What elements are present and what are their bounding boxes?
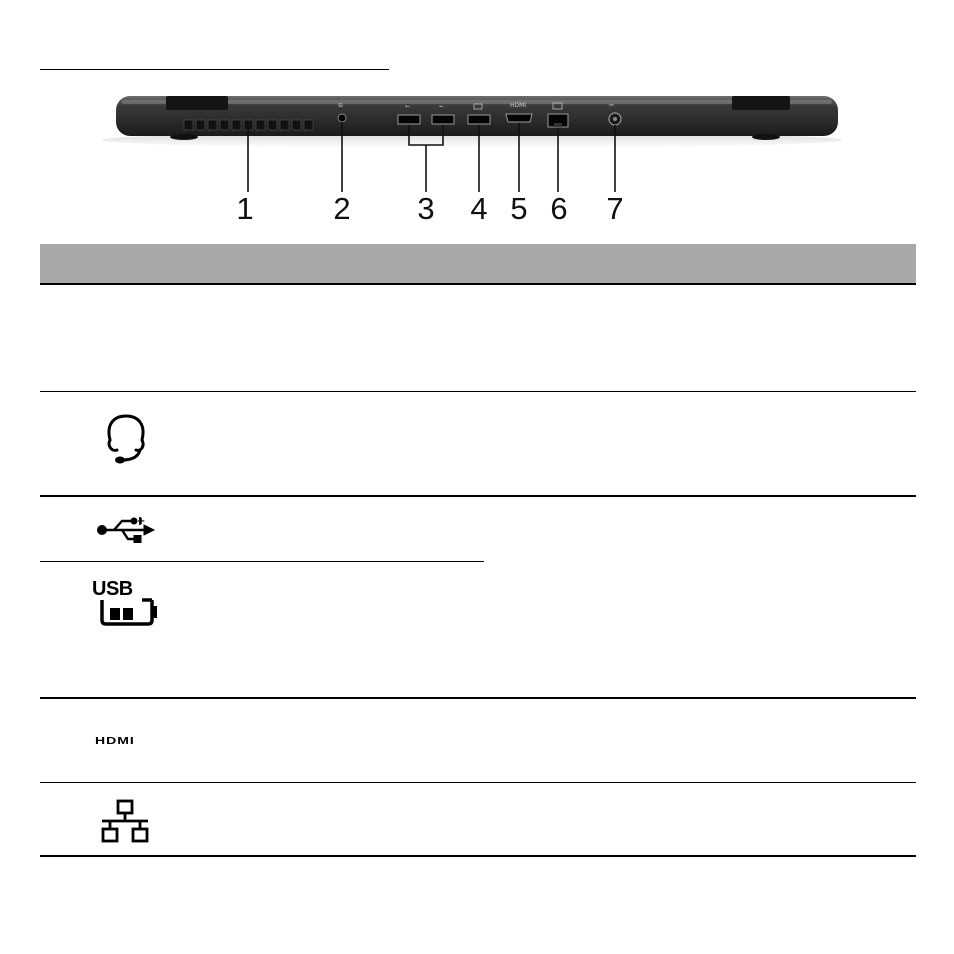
hdmi-icon xyxy=(95,731,159,749)
svg-text:⭠: ⭠ xyxy=(439,103,444,110)
callout-4: 4 xyxy=(470,191,488,226)
usb-port-1 xyxy=(398,115,420,124)
usb-charge-icon-label: USB xyxy=(92,578,133,600)
usb-charge-port xyxy=(468,115,490,124)
left-hinge xyxy=(166,96,228,110)
table-bottom-rule xyxy=(40,855,916,857)
hdmi-icon-label: HDMI xyxy=(95,734,135,746)
headset-icon xyxy=(100,410,156,466)
row-divider-1 xyxy=(40,391,916,392)
svg-text:HDMI: HDMI xyxy=(510,102,527,109)
table-header xyxy=(40,244,916,285)
callout-6: 6 xyxy=(550,191,568,226)
svg-text:ɷ: ɷ xyxy=(338,101,344,109)
usb-charge-icon xyxy=(92,578,164,628)
network-icon xyxy=(98,799,154,845)
svg-text:⎓: ⎓ xyxy=(609,102,614,109)
usb-icon xyxy=(96,515,158,547)
callout-1: 1 xyxy=(236,191,254,226)
svg-text:+: + xyxy=(137,516,146,527)
usb-port-2 xyxy=(432,115,454,124)
headset-jack xyxy=(338,114,346,122)
section-top-rule xyxy=(40,69,389,70)
row-divider-3 xyxy=(40,697,916,699)
row-divider-2b xyxy=(40,561,484,562)
hdmi-port xyxy=(506,114,532,122)
callout-7: 7 xyxy=(606,191,624,226)
laptop-rear-view-illustration xyxy=(100,88,845,203)
callout-3: 3 xyxy=(417,191,435,226)
svg-text:⭠: ⭠ xyxy=(405,103,410,110)
callout-5: 5 xyxy=(510,191,528,226)
callout-2: 2 xyxy=(333,191,351,226)
row-divider-2 xyxy=(40,495,916,497)
row-divider-4 xyxy=(40,782,916,783)
right-hinge xyxy=(732,96,790,110)
